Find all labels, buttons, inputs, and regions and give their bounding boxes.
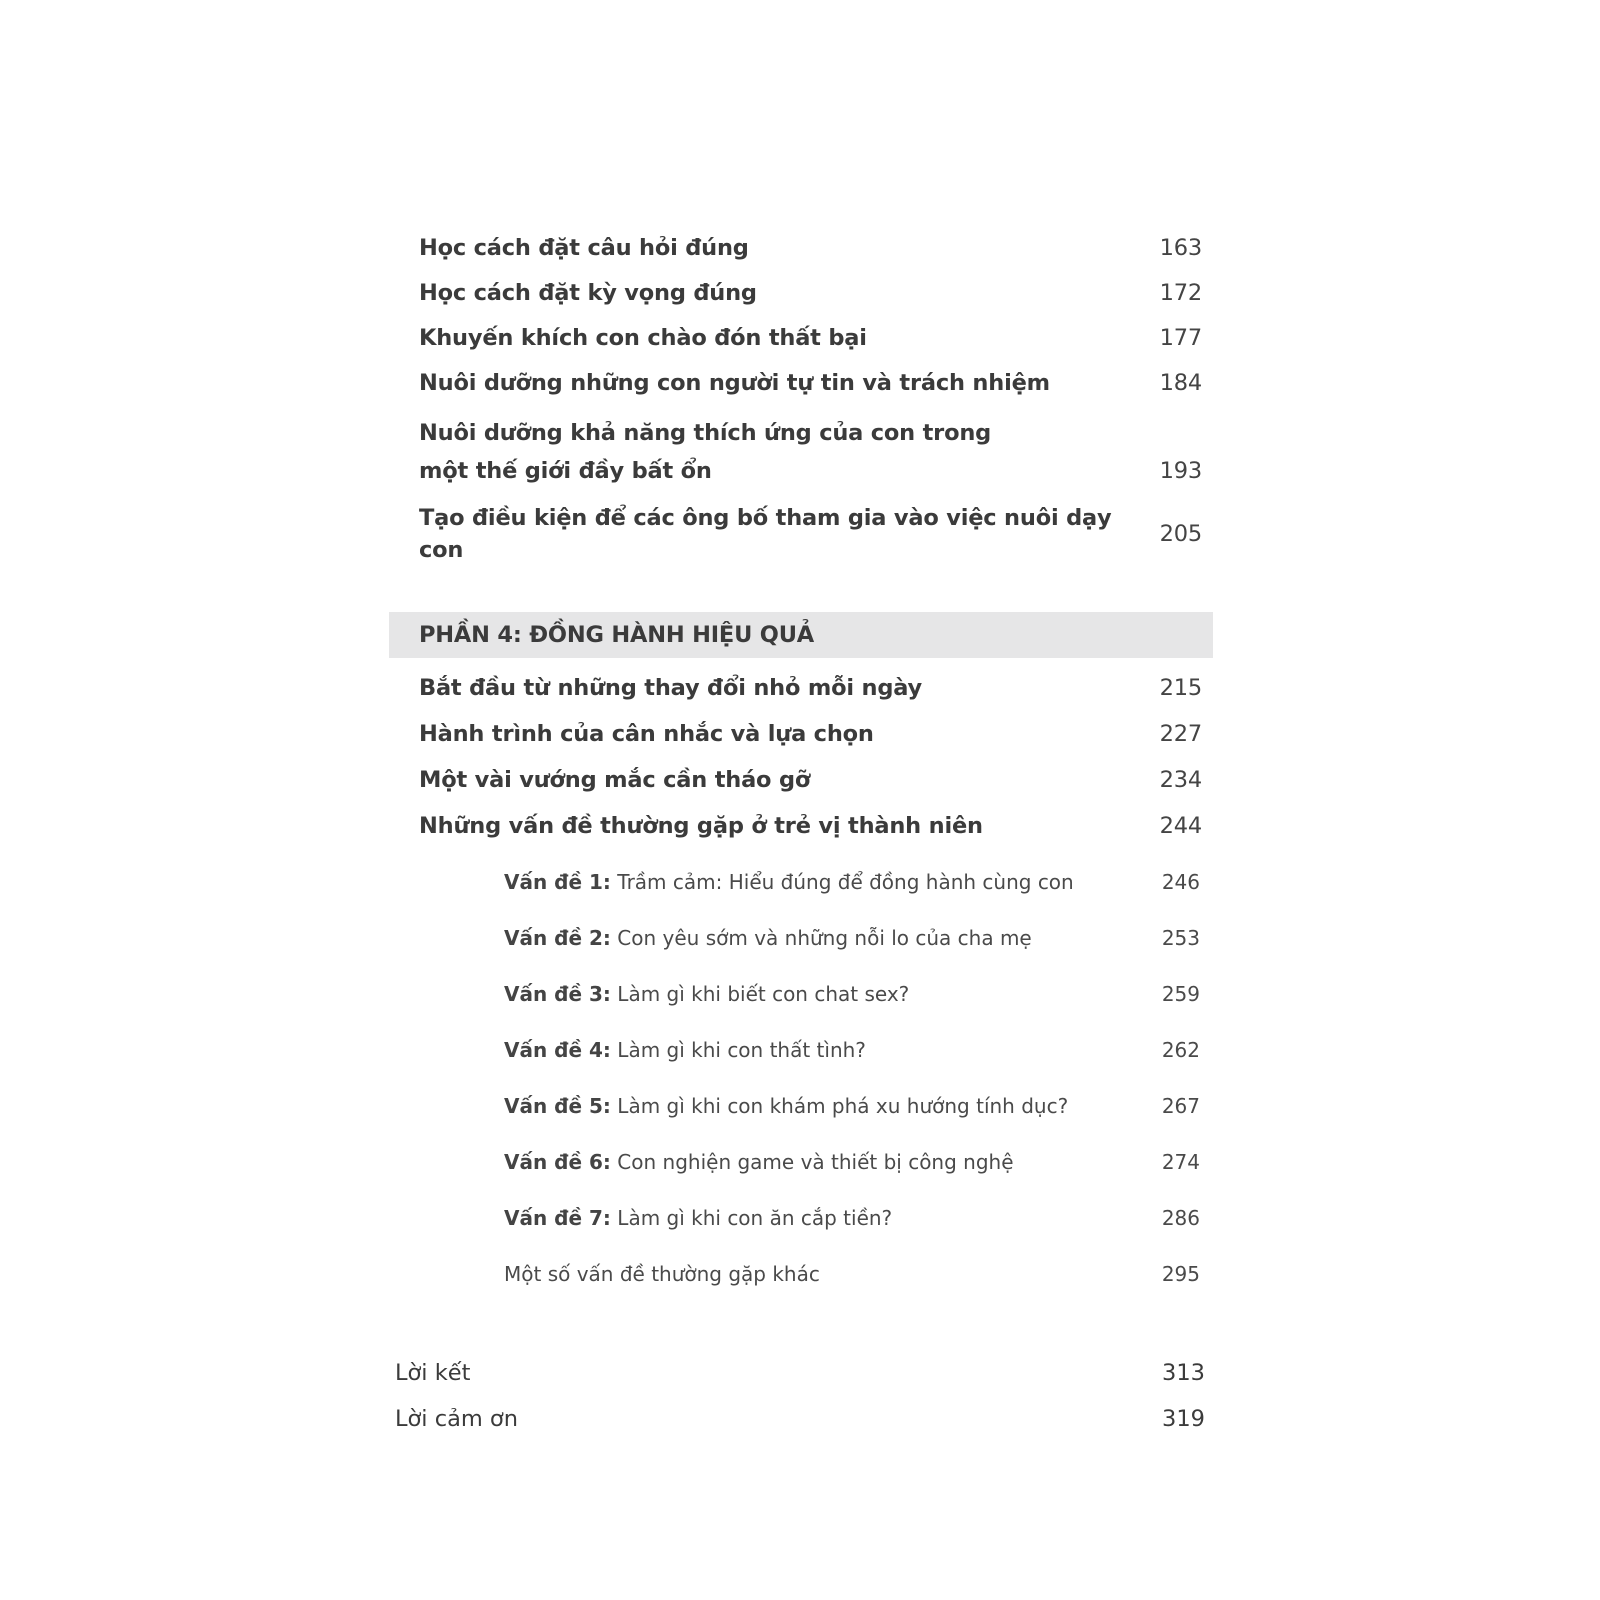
toc-entry-title-line2: một thế giới đầy bất ổn	[419, 458, 712, 484]
toc-entry	[419, 367, 1202, 399]
toc-sub-entry-title: Một số vấn đề thường gặp khác	[504, 1262, 820, 1286]
toc-entry-page: 184	[1159, 370, 1202, 396]
toc-sub-entry-prefix: Vấn đề 7:	[504, 1206, 611, 1230]
toc-end-entry-page: 313	[1162, 1360, 1205, 1386]
toc-sub-entry	[504, 1203, 1200, 1233]
toc-entry-multiline	[419, 414, 1202, 490]
toc-entry-page: 177	[1159, 325, 1202, 351]
toc-entry-title: Tạo điều kiện để các ông bố tham gia vào việc nuôi dạy con	[419, 505, 1112, 563]
toc-end-entry-page: 319	[1162, 1406, 1205, 1432]
toc-sub-entry-prefix: Vấn đề 5:	[504, 1094, 611, 1118]
toc-sub-entry-page: 262	[1161, 1038, 1200, 1062]
toc-entry-page: 234	[1159, 767, 1202, 793]
toc-sub-entry-prefix: Vấn đề 4:	[504, 1038, 611, 1062]
toc-sub-entry	[504, 923, 1200, 953]
toc-entry	[419, 764, 1202, 796]
toc-entry-title: Học cách đặt câu hỏi đúng	[419, 235, 749, 261]
toc-entry-title: Khuyến khích con chào đón thất bại	[419, 325, 867, 351]
toc-entry	[419, 810, 1202, 842]
toc-entry	[419, 672, 1202, 704]
toc-sub-entry	[504, 867, 1200, 897]
toc-sub-entry-label	[504, 1035, 866, 1065]
toc-sub-entry-title: Làm gì khi con thất tình?	[610, 1038, 866, 1062]
toc-sub-entry-page: 286	[1161, 1206, 1200, 1230]
toc-entry-title: Nuôi dưỡng những con người tự tin và trách nhiệm	[419, 370, 1050, 396]
toc-sub-entry	[504, 1147, 1200, 1177]
toc-sub-entry-prefix: Vấn đề 2:	[504, 926, 611, 950]
toc-sub-entry-prefix: Vấn đề 3:	[504, 982, 611, 1006]
toc-sub-entry-page: 295	[1161, 1262, 1200, 1286]
toc-end-entry	[395, 1403, 1205, 1435]
toc-entry-title: Hành trình của cân nhắc và lựa chọn	[419, 721, 874, 747]
toc-entry-title: Học cách đặt kỳ vọng đúng	[419, 280, 757, 306]
toc-entry-page: 163	[1159, 235, 1202, 261]
toc-sub-entry-prefix: Vấn đề 1:	[504, 870, 611, 894]
toc-sub-entry-label	[504, 867, 1074, 897]
toc-entry-page: 193	[1159, 458, 1202, 484]
toc-sub-entry-page: 274	[1161, 1150, 1200, 1174]
toc-entry-page: 227	[1159, 721, 1202, 747]
toc-entry-title: Những vấn đề thường gặp ở trẻ vị thành niên	[419, 813, 983, 839]
toc-entry	[419, 718, 1202, 750]
toc-entry-page: 205	[1159, 521, 1202, 547]
toc-sub-entry-page: 267	[1161, 1094, 1200, 1118]
toc-entry	[419, 502, 1202, 566]
toc-end-entry-title: Lời kết	[395, 1360, 471, 1386]
toc-sub-entry	[504, 1035, 1200, 1065]
toc-entry-title-line1: Nuôi dưỡng khả năng thích ứng của con trong	[419, 420, 992, 446]
toc-entry	[419, 232, 1202, 264]
toc-sub-entry-title: Trầm cảm: Hiểu đúng để đồng hành cùng con	[610, 870, 1074, 894]
toc-entry	[419, 322, 1202, 354]
toc-end-entry-title: Lời cảm ơn	[395, 1406, 518, 1432]
toc-entry-page: 172	[1159, 280, 1202, 306]
toc-entry-title: Bắt đầu từ những thay đổi nhỏ mỗi ngày	[419, 675, 923, 701]
toc-sub-entry-page: 253	[1161, 926, 1200, 950]
toc-sub-entry	[504, 1259, 1200, 1289]
toc-sub-entry-title: Làm gì khi biết con chat sex?	[610, 982, 910, 1006]
section-header	[389, 612, 1213, 658]
toc-sub-entry-title: Làm gì khi con ăn cắp tiền?	[610, 1206, 893, 1230]
toc-sub-entry-label	[504, 1091, 1068, 1121]
section-title: PHẦN 4: ĐỒNG HÀNH HIỆU QUẢ	[419, 622, 815, 648]
toc-sub-entry-label	[504, 923, 1032, 953]
toc-sub-entry-label	[504, 1259, 820, 1289]
toc-sub-entry-title: Con yêu sớm và những nỗi lo của cha mẹ	[610, 926, 1032, 950]
toc-sub-entry-title: Con nghiện game và thiết bị công nghệ	[610, 1150, 1014, 1174]
toc-sub-entry-title: Làm gì khi con khám phá xu hướng tính dục?	[610, 1094, 1069, 1118]
toc-sub-entry-prefix: Vấn đề 6:	[504, 1150, 611, 1174]
toc-entry-page: 215	[1159, 675, 1202, 701]
toc-sub-entry	[504, 1091, 1200, 1121]
toc-entry	[419, 277, 1202, 309]
toc-sub-entry-page: 259	[1161, 982, 1200, 1006]
toc-end-entry	[395, 1357, 1205, 1389]
toc-sub-entry-page: 246	[1161, 870, 1200, 894]
toc-entry-page: 244	[1159, 813, 1202, 839]
toc-sub-entry-label	[504, 1203, 892, 1233]
toc-sub-entry-label	[504, 1147, 1014, 1177]
toc-sub-entry-label	[504, 979, 909, 1009]
toc-entry-title: Một vài vướng mắc cần tháo gỡ	[419, 767, 811, 793]
toc-sub-entry	[504, 979, 1200, 1009]
